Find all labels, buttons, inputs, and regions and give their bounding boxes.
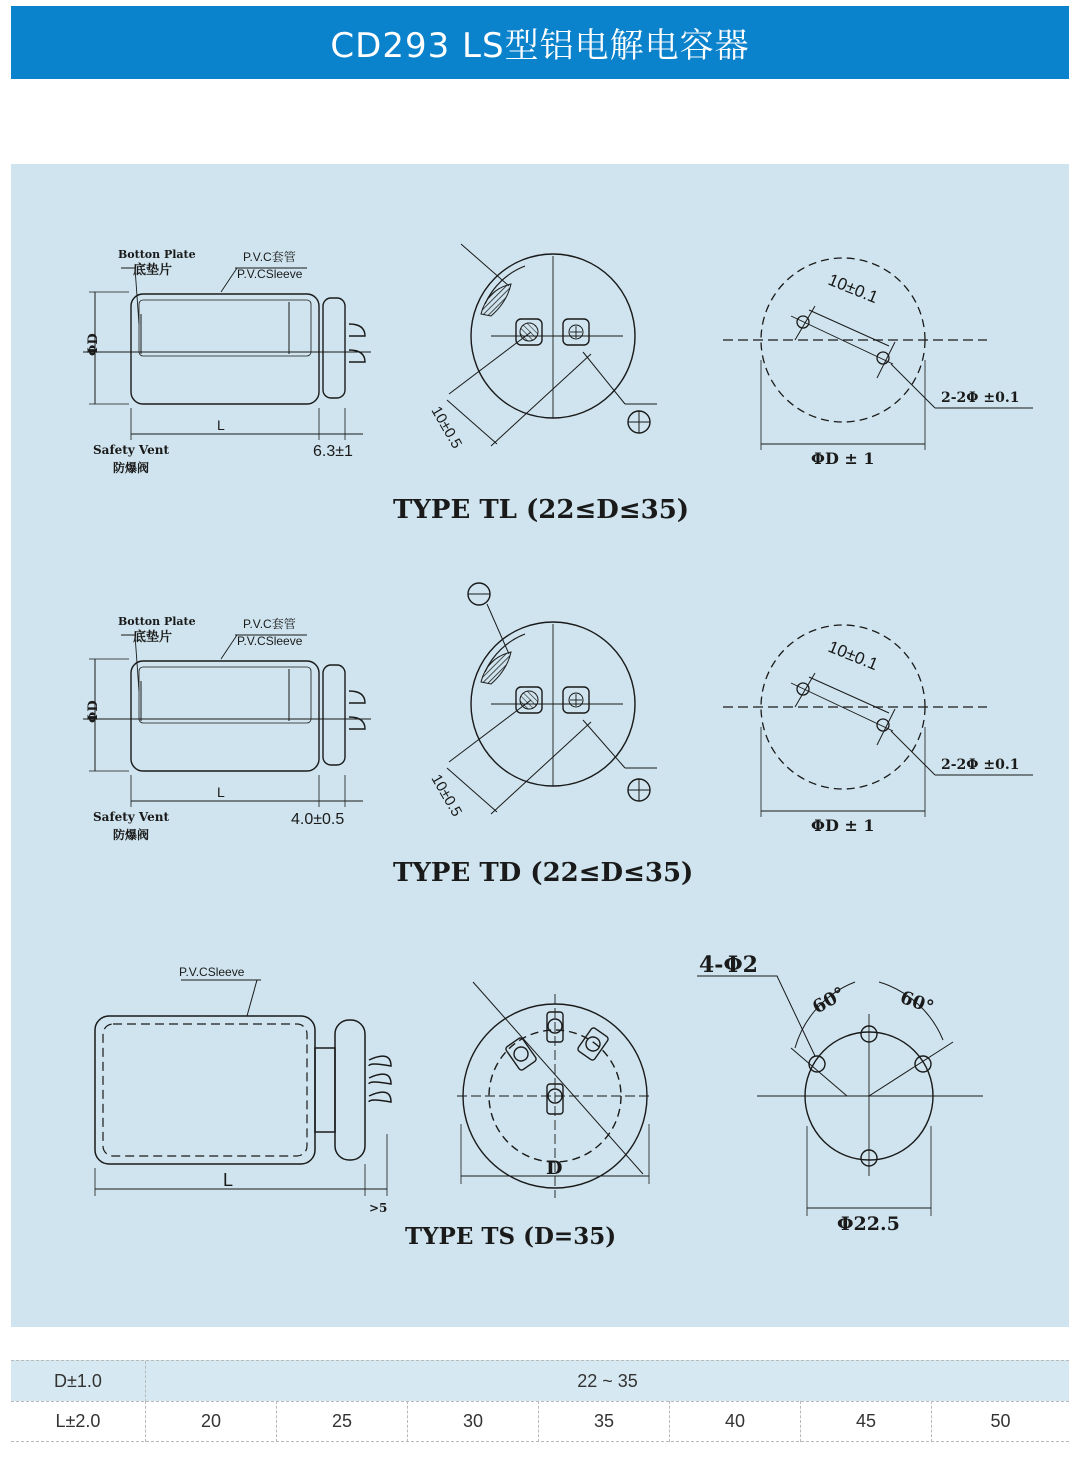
tl-l-label: L [217, 417, 225, 433]
td-diag-dim: 10±0.5 [427, 771, 466, 820]
spec-table [11, 1360, 1069, 1442]
td-pin-layout [723, 625, 1033, 817]
length-header: L±2.0 [11, 1401, 146, 1442]
td-outer-dim: ΦD ± 1 [811, 816, 875, 835]
tl-side-view [83, 268, 371, 440]
td-end-view [447, 583, 657, 814]
tl-pin-layout [723, 258, 1033, 450]
ts-caption: TYPE TS (D=35) [405, 1223, 617, 1250]
tl-sleeve-en: P.V.CSleeve [237, 267, 303, 281]
td-holes-dim: 2-2Φ ±0.1 [941, 757, 1020, 773]
length-value: 35 [539, 1401, 670, 1442]
tl-sleeve-cn: P.V.C套管 [243, 250, 296, 264]
ts-d-label: D [546, 1157, 563, 1179]
tl-bottom-plate-cn: 底垫片 [133, 263, 173, 278]
tl-holes-dim: 2-2Φ ±0.1 [941, 390, 1020, 406]
tl-vent-cn: 防爆阀 [113, 461, 150, 475]
tl-end-view [447, 244, 657, 446]
ts-angle-left: 60° [809, 983, 849, 1019]
td-bottom-plate-cn: 底垫片 [133, 630, 173, 645]
length-value: 25 [277, 1401, 408, 1442]
length-value: 20 [146, 1401, 277, 1442]
td-terminal-dim: 4.0±0.5 [291, 811, 345, 828]
td-side-view [83, 635, 371, 807]
ts-sleeve-en: P.V.CSleeve [179, 965, 245, 979]
td-vent-en: Safety Vent [93, 810, 170, 824]
td-l-label: L [217, 784, 225, 800]
tl-caption: TYPE TL (22≤D≤35) [393, 495, 690, 525]
length-value: 40 [670, 1401, 801, 1442]
tl-bottom-plate-en: Botton Plate [118, 248, 196, 261]
technical-drawings [11, 164, 1069, 1327]
td-pitch-dim: 10±0.1 [825, 637, 881, 675]
page-title: CD293 LS型铝电解电容器 [330, 26, 750, 66]
spec-row-length [11, 1401, 1069, 1442]
td-sleeve-cn: P.V.C套管 [243, 617, 296, 631]
diameter-header: D±1.0 [11, 1361, 146, 1402]
td-bottom-plate-en: Botton Plate [118, 615, 196, 628]
ts-l-label: L [223, 1170, 234, 1190]
tl-outer-dim: ΦD ± 1 [811, 449, 875, 468]
tl-phi-d-label: ΦD [86, 333, 101, 356]
td-caption: TYPE TD (22≤D≤35) [393, 858, 694, 888]
ts-hole-pattern [697, 976, 983, 1216]
length-value: 50 [990, 1411, 1011, 1431]
ts-pcd-label: Φ22.5 [837, 1213, 900, 1235]
ts-holes-label: 4-Φ2 [699, 952, 758, 978]
length-value: 45 [801, 1401, 932, 1442]
tl-diag-dim: 10±0.5 [427, 403, 466, 452]
tl-terminal-dim: 6.3±1 [313, 443, 353, 460]
drawing-panel [11, 164, 1069, 1327]
td-vent-cn: 防爆阀 [113, 828, 150, 842]
ts-gt-label: >5 [369, 1201, 388, 1215]
td-sleeve-en: P.V.CSleeve [237, 634, 303, 648]
tl-vent-en: Safety Vent [93, 443, 170, 457]
title-bar [11, 6, 1069, 79]
spec-row-diameter [11, 1360, 1069, 1401]
diameter-range: 22 ~ 35 [577, 1370, 638, 1391]
ts-angle-right: 60° [897, 986, 937, 1019]
ts-side-view [95, 980, 391, 1196]
length-value: 30 [408, 1401, 539, 1442]
td-phi-d-label: ΦD [86, 700, 101, 723]
tl-pitch-dim: 10±0.1 [825, 270, 881, 308]
